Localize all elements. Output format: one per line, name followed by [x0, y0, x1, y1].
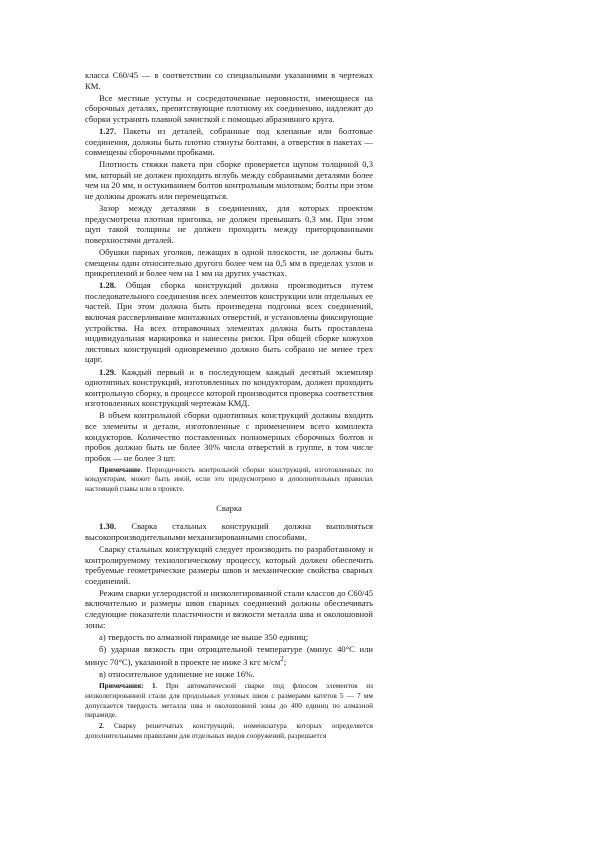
clause-number: 1.30. — [99, 521, 117, 532]
list-item: б) ударная вязкость при отрицательной температуре (минус 40°С или минус 70°С), указанной в проекте не ниже 3 кгс $м/см^2$; — [85, 643, 373, 668]
paragraph: Зазор между деталями в соединениях, для которых проектом предусмотрена плотная пригонка, не должен превышать 0,3 мм. При этом щуп такой толщины не должен проходить между приторцованными поверхностями деталей. — [85, 203, 373, 245]
clause-1-29: 1.29. Каждый первый и в последующем каждый десятый экземпляр однотипных конструкций, изготовленных по кондукторам, должен проходить контрольную сборку, в процессе которой производится проверка соответствия изготовленных конструкций чертежам КМД. — [85, 366, 373, 409]
list-item: в) относительное удлинение не ниже 16%. — [99, 669, 255, 680]
note-label: Примечание — [99, 464, 141, 474]
clause-1-28: 1.28. Общая сборка конструкций должна производиться путем последовательного соединения всех элементов конструкции или отдельных ее частей. При этом должна быть произведена подгонка всех соединений, включая рассверливание монтажных отверстий, и установлены фиксирующие устройства. На всех отправочных элементах должна быть проставлена индивидуальная маркировка и нанесены риски. При общей сборке кожухов листовых конструкций одновременно должно быть собрано не менее трех царг. — [85, 280, 373, 365]
clause-number: 1.29. — [99, 366, 117, 377]
paragraph: Все местные уступы и сосредоточенные неровности, имеющиеся на сборочных деталях, препятствующие плотному их соединению, надлежит до сборки устранять плавной зачисткой с помощью абразивного круга. — [85, 92, 373, 124]
note: Примечание. Периодичность контрольной сборки конструкций, изготовленных по кондукторам, может быть иной, если это предусмотрено в дополнительных правилах настоящей главы или в проекте. — [85, 464, 373, 494]
note-label: 2 — [99, 721, 103, 731]
clause-number: 1.28. — [99, 280, 117, 291]
paragraph: Плотность стяжки пакета при сборке проверяется щупом толщиной 0,3 мм, который не должен проходить вглубь между собранными деталями более чем на 20 мм, и остукиванием болтов контрольным молотком; болты при этом не должны дрожать или перемещаться. — [85, 159, 373, 202]
clause-1-30: 1.30. Сварка стальных конструкций должна выполняться высокопроизводительными механизированными способами. — [85, 521, 373, 542]
paragraph: Обушки парных уголков, лежащих в одной плоскости, не должны быть смещены один относительно другого более чем на 0,5 мм в пределах узлов и прикреплений и более чем на 1 мм на других участках. — [85, 247, 373, 279]
paragraph: Сварку стальных конструкций следует производить по разработанному и контролируемому технологическому процессу, который должен обеспечить требуемые геометрические размеры швов и механические свойства сварных соединений. — [85, 543, 373, 586]
paragraph: В объем контрольной сборки однотипных конструкций должны входить все элементы и детали, изготовленные с применением всего комплекта кондукторов. Количество поставленных полномерных сборочных болтов и пробок должно быть не более 30% числа отверстий в группе, в том числе пробок — не более 3 шт. — [85, 410, 373, 463]
list-item: а) твердость по алмазной пирамиде не выше 350 единиц; — [99, 631, 309, 642]
paragraph: класса С60/45 — в соответствии со специальными указаниями в чертежах КМ. — [85, 70, 373, 91]
note: 2. Сварку решетчатых конструкций, номенклатура которых определяется дополнительными правилами для отдельных видов сооружений, разрешается — [85, 721, 373, 740]
clause-number: 1.27. — [99, 125, 117, 136]
note: Примечания: 1. При автоматической сварке под флюсом элементов из низколегированной стали для продольных угловых швов с размерами катетов 5 — 7 мм допускается твердость металла шва и околошовной зоны до 400 единиц по алмазной пирамиде. — [85, 681, 373, 720]
section-heading: Сварка — [216, 502, 242, 513]
clause-1-27: 1.27. Пакеты из деталей, собранные под клепаные или болтовые соединения, должны быть плотно стянуты болтами, а отверстия в пакетах — совмещены сборочными пробками. — [85, 125, 373, 158]
document-page — [85, 70, 373, 742]
note-label: Примечания: 1 — [99, 681, 156, 691]
paragraph: Режим сварки углеродистой и низколегированной стали классов до С60/45 включительно и размеры швов сварных соединений должны обеспечивать следующие показатели пластичности и вязкости металла шва и околошовной зоны: — [85, 587, 373, 630]
